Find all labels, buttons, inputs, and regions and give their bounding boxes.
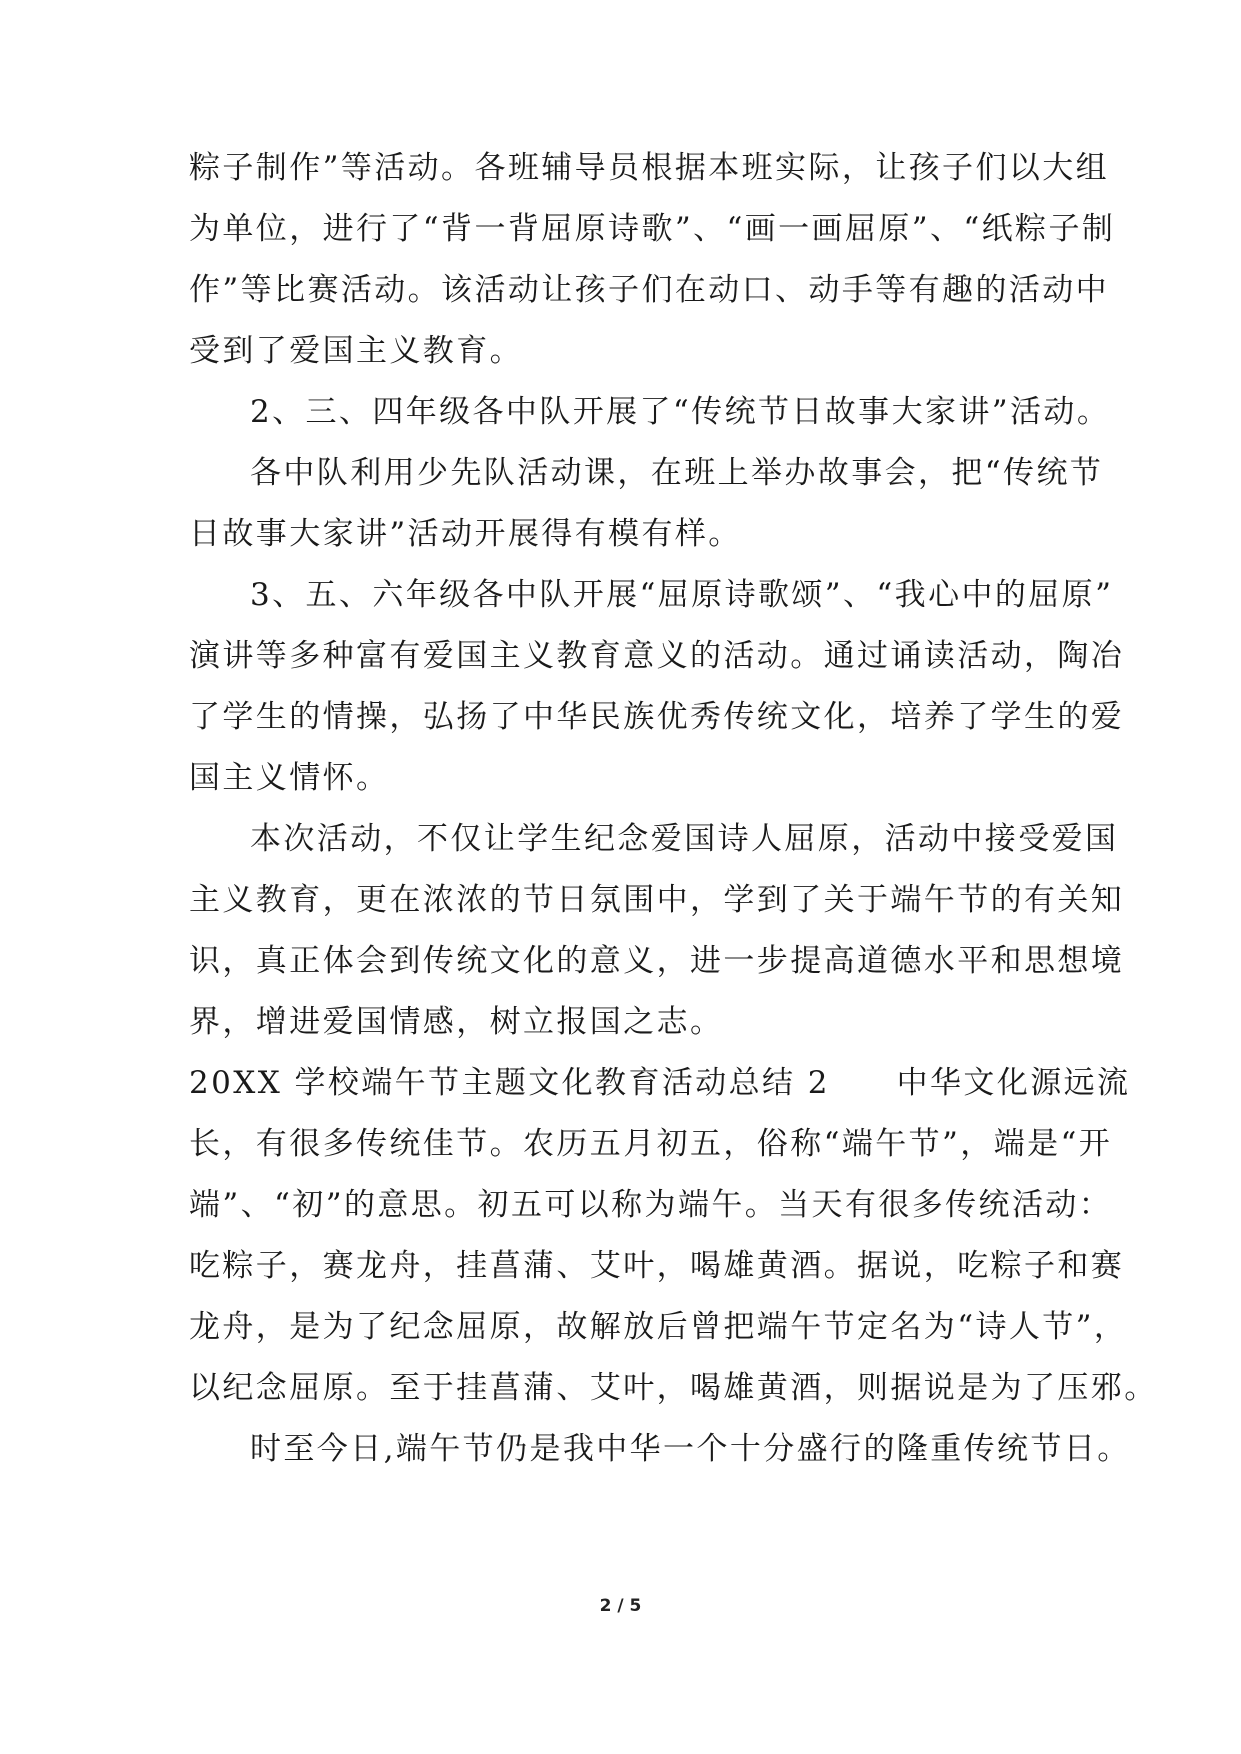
text-line: 主义教育，更在浓浓的节日氛围中，学到了关于端午节的有关知	[189, 882, 1125, 918]
text-line: 演讲等多种富有爱国主义教育意义的活动。通过诵读活动，陶冶	[189, 638, 1125, 674]
text-line: 3、五、六年级各中队开展“屈原诗歌颂”、“我心中的屈原”	[250, 577, 1114, 613]
text-line: 时至今日,端午节仍是我中华一个十分盛行的隆重传统节日。	[250, 1431, 1131, 1467]
page-number: 2 / 5	[599, 1596, 642, 1616]
text-line: 吃粽子，赛龙舟，挂菖蒲、艾叶，喝雄黄酒。据说，吃粽子和赛	[189, 1248, 1125, 1284]
text-line: 2、三、四年级各中队开展了“传统节日故事大家讲”活动。	[250, 394, 1111, 430]
text-line: 作”等比赛活动。该活动让孩子们在动口、动手等有趣的活动中	[189, 272, 1110, 308]
text-line: 界，增进爱国情感，树立报国之志。	[189, 1004, 724, 1040]
section-heading-line: 20XX 学校端午节主题文化教育活动总结 2 中华文化源远流	[189, 1065, 1131, 1101]
text-line: 为单位，进行了“背一背屈原诗歌”、“画一画屈原”、“纸粽子制	[189, 211, 1116, 247]
text-line: 识，真正体会到传统文化的意义，进一步提高道德水平和思想境	[189, 943, 1125, 979]
text-line: 端”、“初”的意思。初五可以称为端午。当天有很多传统活动：	[189, 1187, 1113, 1223]
text-line: 本次活动，不仅让学生纪念爱国诗人屈原，活动中接受爱国	[250, 821, 1119, 857]
text-line: 粽子制作”等活动。各班辅导员根据本班实际，让孩子们以大组	[189, 150, 1110, 186]
text-line: 受到了爱国主义教育。	[189, 333, 523, 369]
text-line: 日故事大家讲”活动开展得有模有样。	[189, 516, 742, 552]
text-line: 各中队利用少先队活动课，在班上举办故事会，把“传统节	[250, 455, 1104, 491]
text-line: 国主义情怀。	[189, 760, 390, 796]
text-line: 龙舟，是为了纪念屈原，故解放后曾把端午节定名为“诗人节”，	[189, 1309, 1128, 1345]
text-line: 长，有很多传统佳节。农历五月初五，俗称“端午节”，端是“开	[189, 1126, 1113, 1162]
text-line: 以纪念屈原。至于挂菖蒲、艾叶，喝雄黄酒，则据说是为了压邪。	[189, 1370, 1158, 1406]
text-line: 了学生的情操，弘扬了中华民族优秀传统文化，培养了学生的爱	[189, 699, 1125, 735]
